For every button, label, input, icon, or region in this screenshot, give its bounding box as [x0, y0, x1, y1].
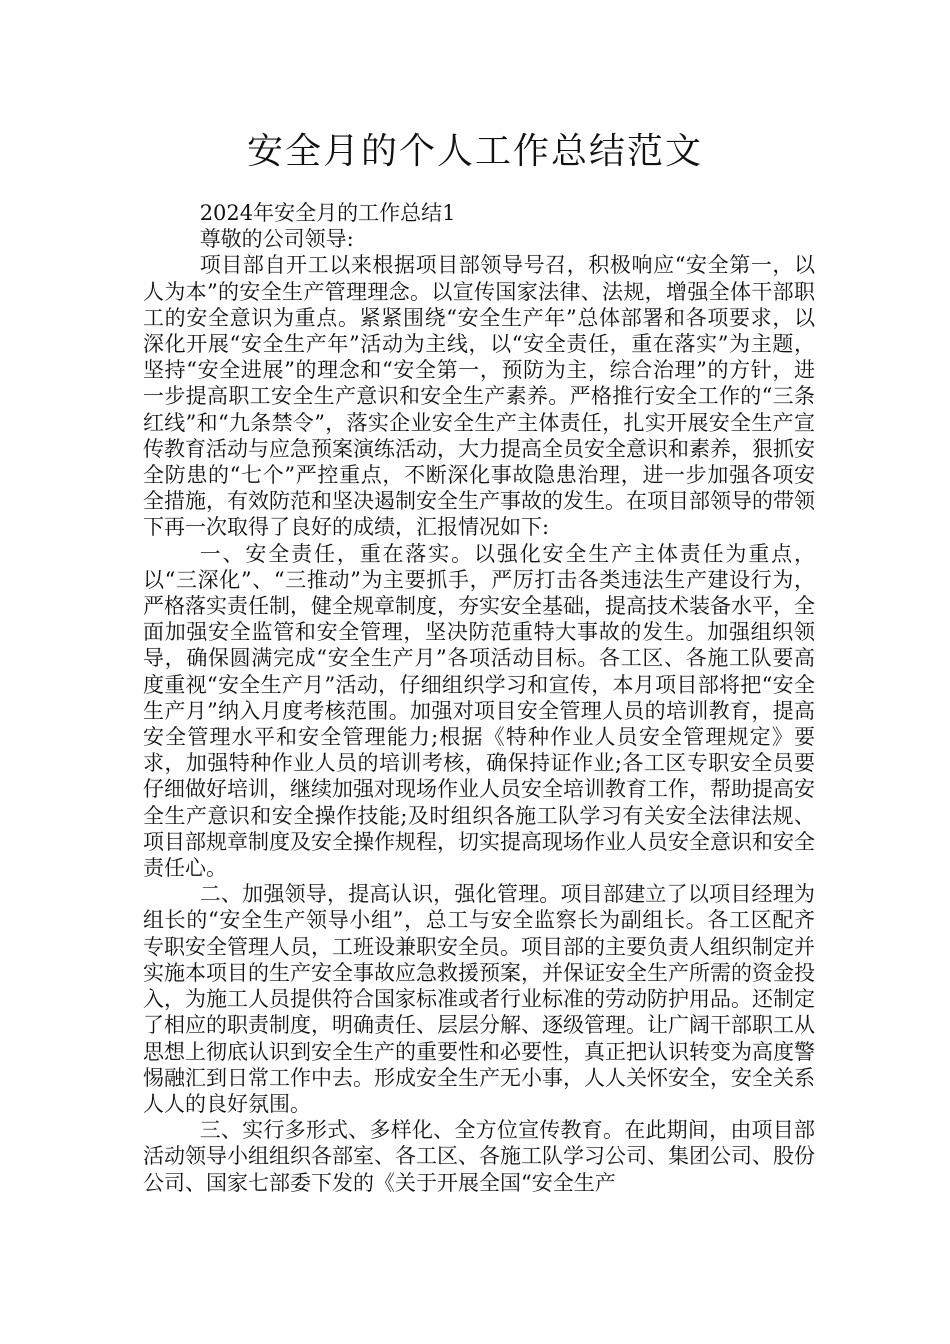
body-paragraph-section-2: 二、加强领导，提高认识，强化管理。项目部建立了以项目经理为组长的“安全生产领导小组”，总工与安全监察长为副组长。各工区配齐专职安全管理人员，工班设兼职安全员。项目部的主要负责人组织制定并实施本项目的生产安全事故应急救援预案，并保证安全生产所需的资金投入，为施工人员提供符合国家标准或者行业标准的劳动防护用品。还制定了相应的职责制度，明确责任、层层分解、逐级管理。让广阔干部职工从思想上彻底认识到安全生产的重要性和必要性，真正把认识转变为高度警惕融汇到日常工作中去。形成安全生产无小事，人人关怀安全，安全关系人人的良好氛围。 — [143, 882, 815, 1116]
document-body — [143, 200, 815, 1196]
body-paragraph-section-3: 三、实行多形式、多样化、全方位宣传教育。在此期间，由项目部活动领导小组组织各部室、各工区、各施工队学习公司、集团公司、股份公司、国家七部委下发的《关于开展全国“安全生产 — [143, 1118, 815, 1195]
body-paragraph-section-1: 一、安全责任，重在落实。以强化安全生产主体责任为重点，以“三深化”、“三推动”为主要抓手，严厉打击各类违法生产建设行为，严格落实责任制，健全规章制度，夯实安全基础，提高技术装备水平，全面加强安全监管和安全管理，坚决防范重特大事故的发生。加强组织领导，确保圆满完成“安全生产月”各项活动目标。各工区、各施工队要高度重视“安全生产月”活动，仔细组织学习和宣传，本月项目部将把“安全生产月”纳入月度考核范围。加强对项目安全管理人员的培训教育，提高安全管理水平和安全管理能力;根据《特种作业人员安全管理规定》要求，加强特种作业人员的培训考核，确保持证作业;各工区专职安全员要仔细做好培训，继续加强对现场作业人员安全培训教育工作，帮助提高安全生产意识和安全操作技能;及时组织各施工队学习有关安全法律法规、项目部规章制度及安全操作规程，切实提高现场作业人员安全意识和安全责任心。 — [143, 541, 815, 881]
document-subtitle: 2024年安全月的工作总结1 — [199, 201, 456, 225]
salutation: 尊敬的公司领导: — [199, 227, 354, 252]
document-title: 安全月的个人工作总结范文 — [246, 131, 703, 172]
body-paragraph-intro: 项目部自开工以来根据项目部领导号召，积极响应“安全第一，以人为本”的安全生产管理理念。以宣传国家法律、法规，增强全体干部职工的安全意识为重点。紧紧围绕“安全生产年”总体部署和各项要求，以深化开展“安全生产年”活动为主线，以“安全责任，重在落实”为主题，坚持“安全进展”的理念和“安全第一，预防为主，综合治理”的方针，进一步提高职工安全生产意识和安全生产素养。严格推行安全工作的“三条红线”和“九条禁令”，落实企业安全生产主体责任，扎实开展安全生产宣传教育活动与应急预案演练活动，大力提高全员安全意识和素养，狠抓安全防患的“七个”严控重点，不断深化事故隐患治理，进一步加强各项安全措施，有效防范和坚决遏制安全生产事故的发生。在项目部领导的带领下再一次取得了良好的成绩，汇报情况如下: — [143, 253, 815, 540]
